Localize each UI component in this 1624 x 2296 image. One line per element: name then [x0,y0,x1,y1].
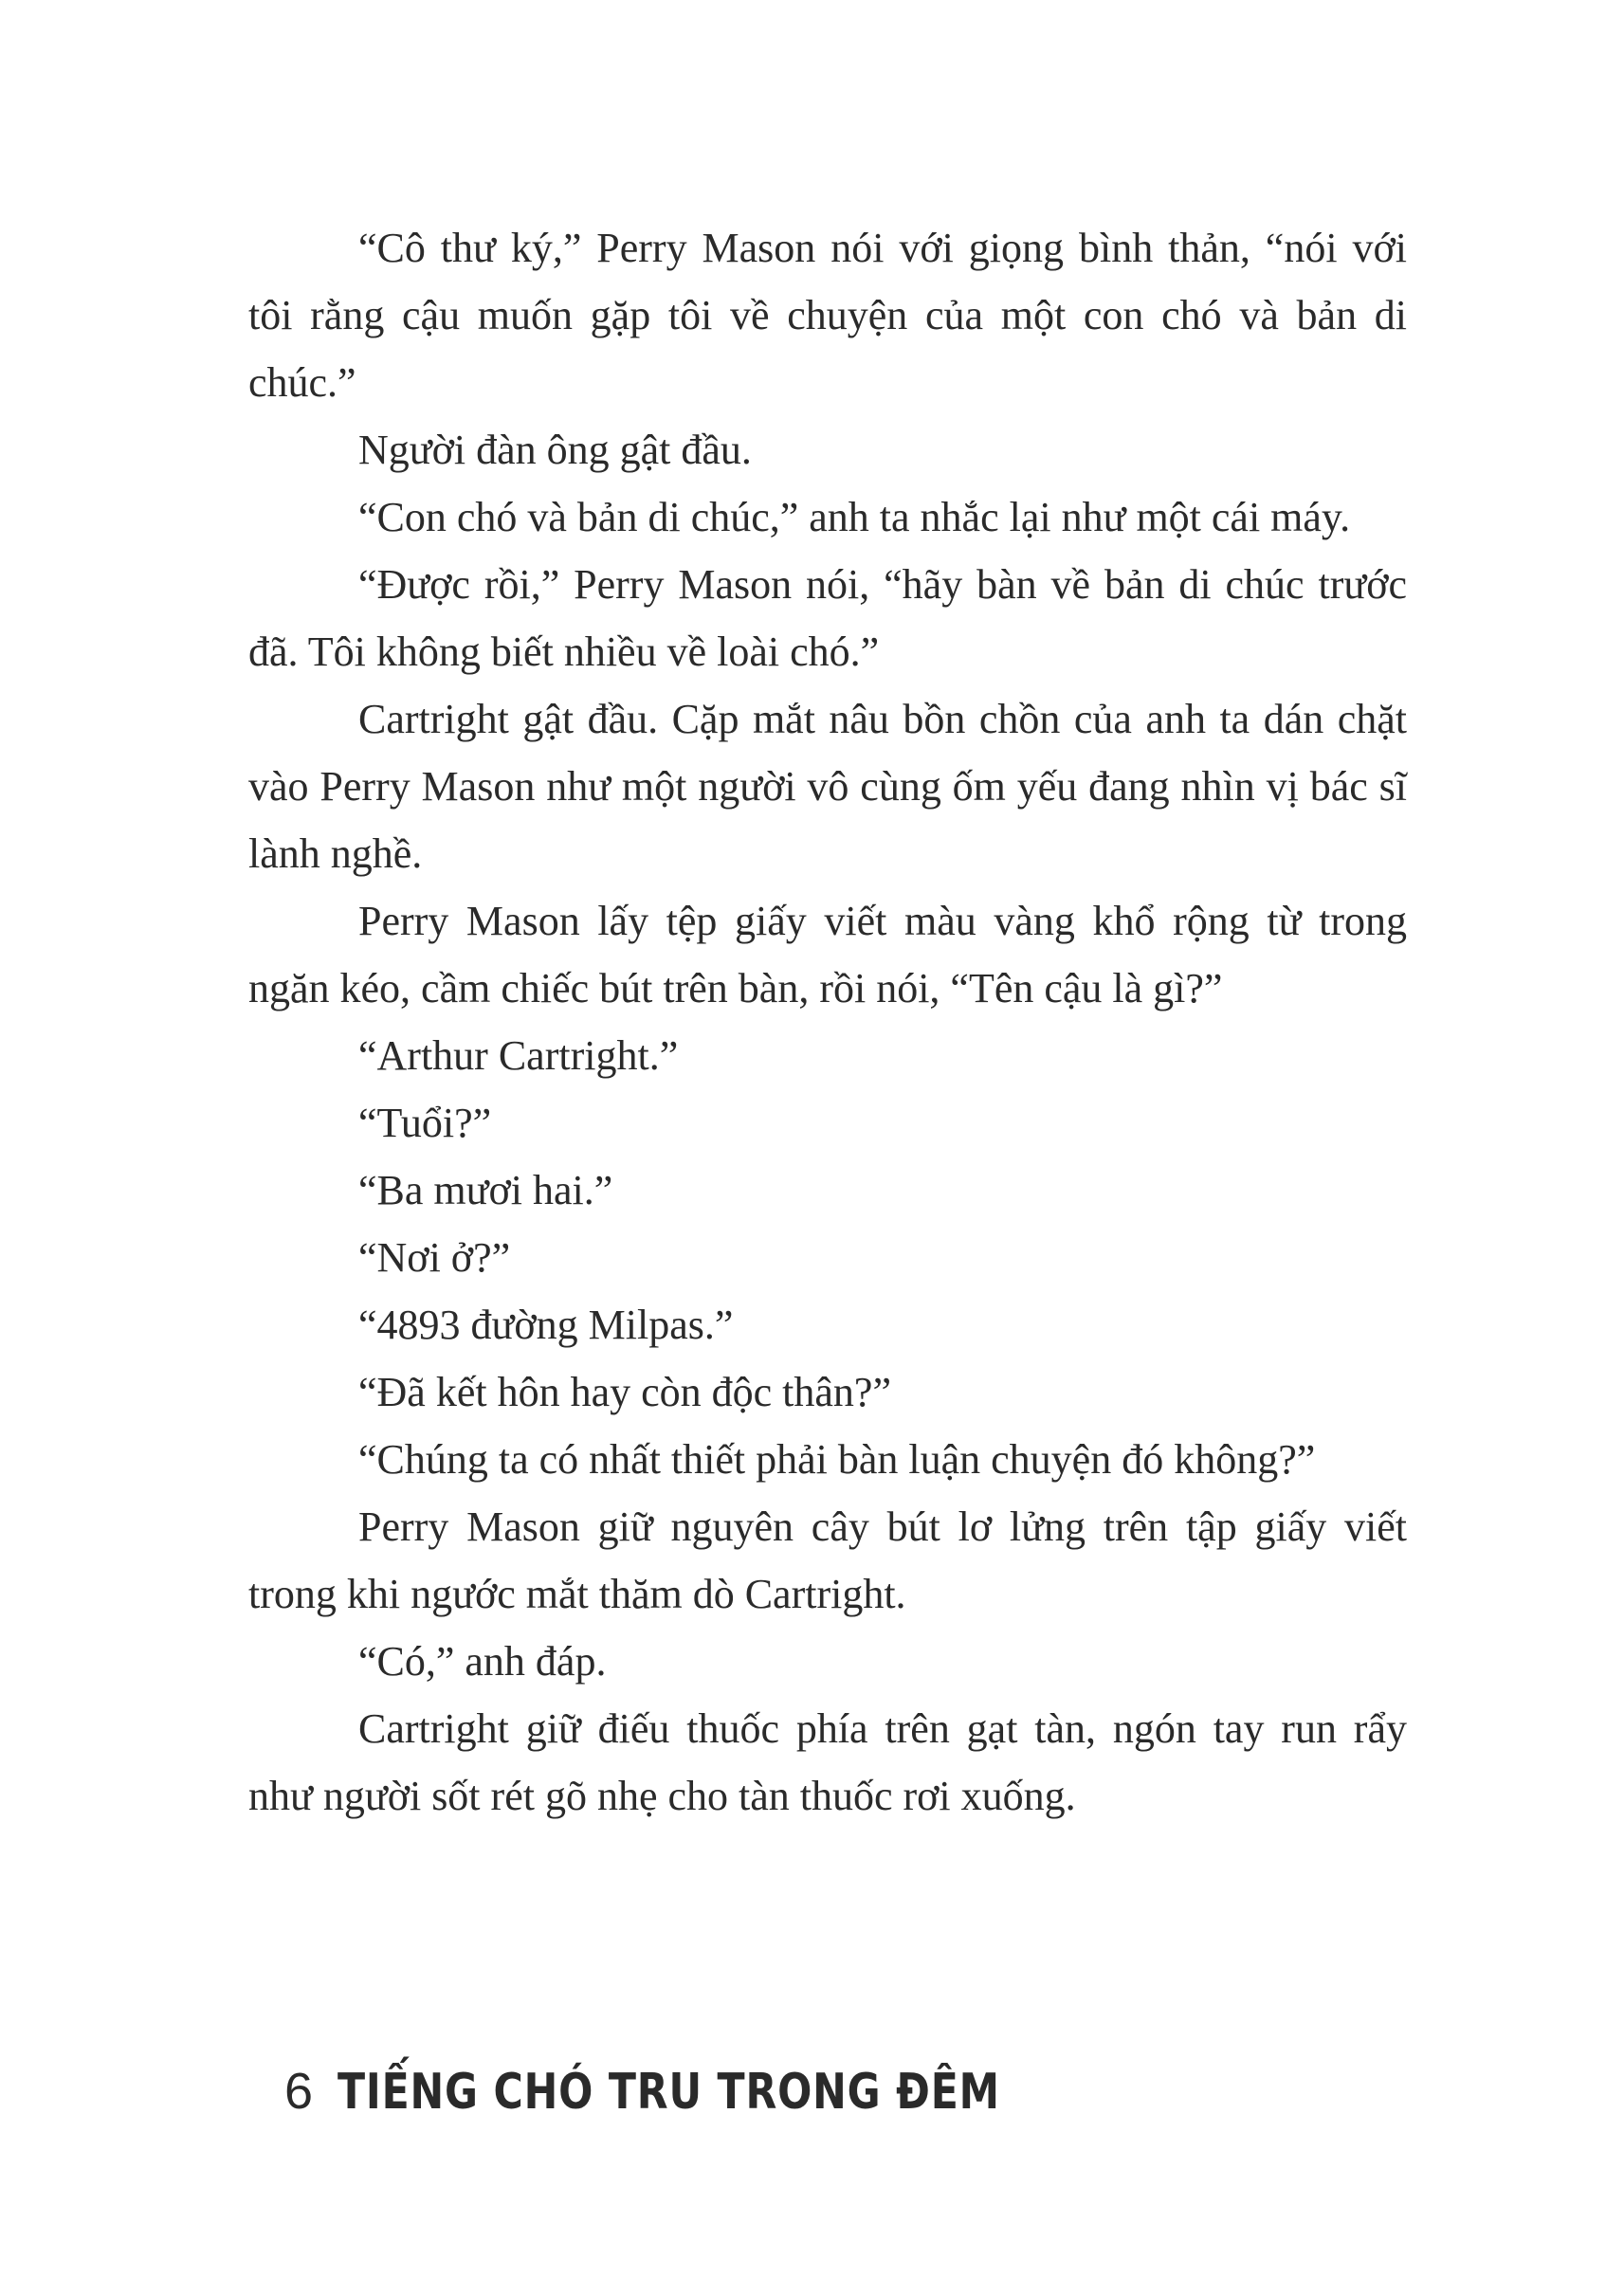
paragraph: “Arthur Cartright.” [358,1032,679,1079]
paragraph: Người đàn ông gật đầu. [358,427,752,473]
paragraph: “Có,” anh đáp. [358,1638,607,1685]
running-title: TIẾNG CHÓ TRU TRONG ĐÊM [338,2064,1000,2121]
paragraph: “Ba mươi hai.” [358,1167,613,1213]
paragraph: “Nơi ở?” [358,1234,511,1281]
paragraph: Perry Mason lấy tệp giấy viết màu vàng khổ rộng từ trong ngăn kéo, cầm chiếc bút trên bàn, rồi nói, “Tên cậu là gì?” [248,898,1407,1011]
paragraph: “Được rồi,” Perry Mason nói, “hãy bàn về bản di chúc trước đã. Tôi không biết nhiều về loài chó.” [248,561,1407,675]
paragraph: “Cô thư ký,” Perry Mason nói với giọng bình thản, “nói với tôi rằng cậu muốn gặp tôi về chuyện của một con chó và bản di chúc.” [248,225,1407,406]
paragraph: “Chúng ta có nhất thiết phải bàn luận chuyện đó không?” [358,1436,1316,1483]
paragraph: Cartright gật đầu. Cặp mắt nâu bồn chồn của anh ta dán chặt vào Perry Mason như một người vô cùng ốm yếu đang nhìn vị bác sĩ lành nghề. [248,696,1407,877]
paragraph: “Con chó và bản di chúc,” anh ta nhắc lại như một cái máy. [358,494,1351,540]
paragraph: “4893 đường Milpas.” [358,1302,734,1348]
paragraph: Perry Mason giữ nguyên cây bút lơ lửng trên tập giấy viết trong khi ngước mắt thăm dò Cartright. [248,1503,1407,1617]
paragraph: “Đã kết hôn hay còn độc thân?” [358,1369,891,1415]
paragraph: “Tuổi?” [358,1100,492,1146]
page-number: 6 [284,2063,314,2120]
body-text [248,214,1407,1830]
paragraph: Cartright giữ điếu thuốc phía trên gạt tàn, ngón tay run rẩy như người sốt rét gõ nhẹ cho tàn thuốc rơi xuống. [248,1705,1407,1819]
page-footer [284,2062,1145,2138]
